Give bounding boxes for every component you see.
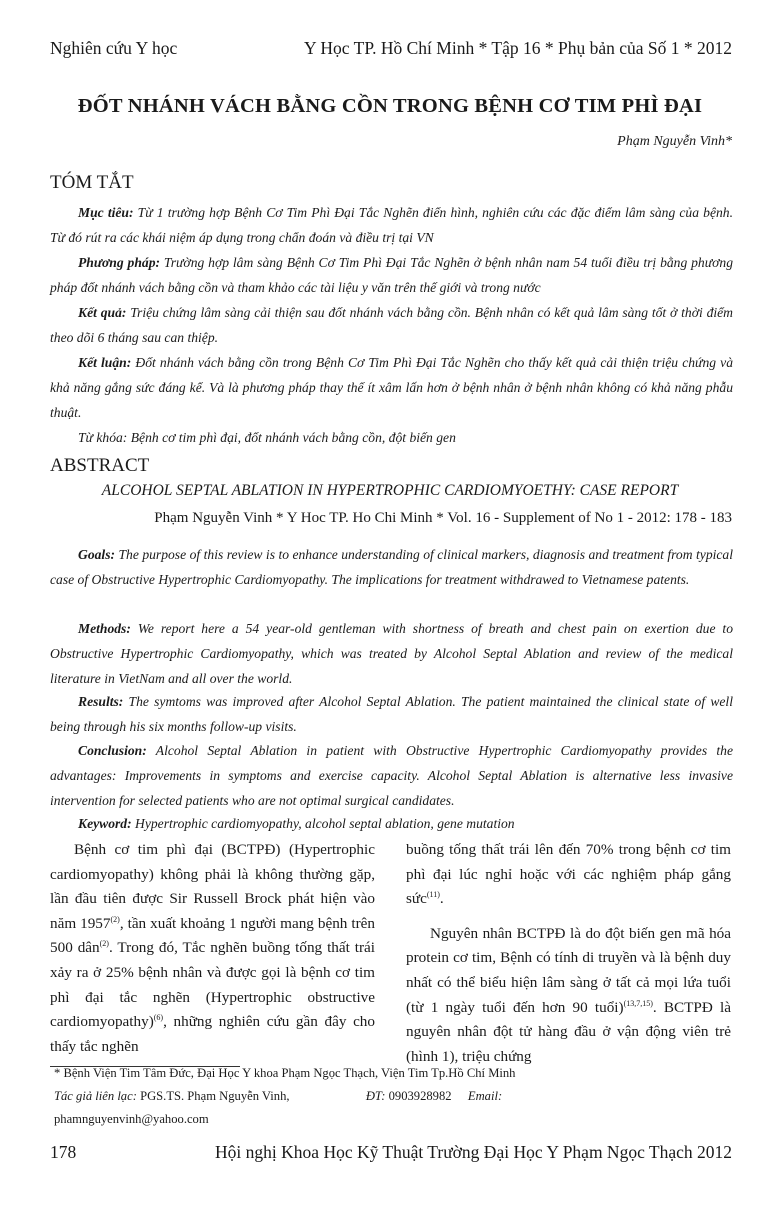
conclusion-vn-text: Đốt nhánh vách bằng cồn trong Bệnh Cơ Tim Phì Đại Tắc Nghẽn cho thấy kết quả cải thiện triệu chứng và khả năng gắng sức đáng kể. Và là phương pháp thay thế ít xâm lấn hơn ở bệnh nhân ở bệnh nhân không có khả năng phẫu thuật. <box>50 355 734 420</box>
abstract-keywords <box>50 812 733 837</box>
body-column-left <box>50 838 375 1059</box>
summary-objective <box>50 201 733 251</box>
conclusion-vn-label: Kết luận: <box>78 355 132 370</box>
running-header-left: Nghiên cứu Y học <box>50 38 178 58</box>
abstract-conclusion <box>50 739 733 813</box>
summary-results <box>50 301 733 351</box>
body-column-right <box>406 838 731 1069</box>
conference-footer: Hội nghị Khoa Học Kỹ Thuật Trường Đại Học Y Phạm Ngọc Thạch 2012 <box>215 1142 732 1162</box>
contact-name: PGS.TS. Phạm Nguyễn Vinh, <box>140 1089 290 1103</box>
summary-keywords <box>50 426 733 451</box>
goals-text: The purpose of this review is to enhance understanding of clinical markers, diagnosis and treatment from typical case of Obstructive Hypertrophic Cardiomyopathy. The implications for treatment withdrawed to Vietnamese patents. <box>50 547 733 587</box>
phone-number: 0903928982 <box>388 1089 452 1103</box>
citation-ref: (13,7,15) <box>623 998 653 1008</box>
methods-vn-label: Phương pháp: <box>78 255 161 270</box>
keywords-en-text: Hypertrophic cardiomyopathy, alcohol septal ablation, gene mutation <box>135 816 515 831</box>
body-paragraph <box>406 922 731 1070</box>
abstract-results <box>50 690 733 740</box>
footnote-affiliation: * Bệnh Viện Tim Tâm Đức, Đại Học Y khoa Phạm Ngọc Thạch, Viện Tim Tp.Hồ Chí Minh <box>54 1066 516 1080</box>
footnote-contact <box>54 1089 502 1104</box>
body-text: Nguyên nhân BCTPĐ là do đột biến gen mã hóa protein cơ tim, Bệnh có tính di truyền và là bệnh duy nhất có thể biểu hiện lâm sàng ở tất cả mọi lứa tuổi (từ 1 ngày tuổi đến hơn 90 tuổi) <box>406 924 731 1016</box>
abstract-goals <box>50 543 733 593</box>
article-title: ĐỐT NHÁNH VÁCH BẰNG CỒN TRONG BỆNH CƠ TIM PHÌ ĐẠI <box>77 95 703 117</box>
keywords-vn-text: Bệnh cơ tim phì đại, đốt nhánh vách bằng cồn, đột biến gen <box>130 430 456 445</box>
summary-conclusion <box>50 351 733 425</box>
citation-ref: (6) <box>153 1013 164 1023</box>
body-paragraph <box>50 838 375 1059</box>
summary-methods <box>50 251 733 301</box>
body-text: buồng tống thất trái lên đến 70% trong bệnh cơ tim phì đại lúc nghỉ hoặc với các nghiệm pháp gắng sức <box>406 841 731 908</box>
abstract-title: ALCOHOL SEPTAL ABLATION IN HYPERTROPHIC CARDIOMYOETHY: CASE REPORT <box>101 482 679 499</box>
contact-label: Tác giả liên lạc: <box>54 1089 137 1103</box>
abstract-heading: ABSTRACT <box>50 455 150 476</box>
methods-en-text: We report here a 54 year-old gentleman with shortness of breath and chest pain on exertion due to Obstructive Hypertrophic Cardiomyopathy, which was treated by Alcohol Septal Ablation and review of the medical literature in VietNam and all over the world. <box>50 621 734 686</box>
body-text: . BCTPĐ là nguyên nhân đột tử hàng đầu ở vận động viên trẻ (hình 1), triệu chứng <box>406 998 731 1065</box>
results-vn-label: Kết quả: <box>78 305 127 320</box>
abstract-citation: Phạm Nguyễn Vinh * Y Hoc TP. Ho Chi Minh * Vol. 16 - Supplement of No 1 - 2012: 178 - 183 <box>154 510 732 526</box>
body-text: . Trong đó, Tắc nghẽn buồng tống thất trái xảy ra ở 25% bệnh nhân và được gọi là bệnh cơ tim phì đại tắc nghẽn (Hypertrophic obstructive cardiomyopathy) <box>50 939 375 1031</box>
phone-label: ĐT: <box>365 1089 386 1103</box>
body-text: , tần xuất khoảng 1 người mang bệnh trên 500 dân <box>50 914 375 957</box>
citation-ref: (2) <box>110 914 120 924</box>
email-label: Email: <box>467 1089 503 1103</box>
results-vn-text: Triệu chứng lâm sàng cải thiện sau đốt nhánh vách bằng cồn. Bệnh nhân có kết quả lâm sàng tốt ở thời điểm theo dõi 6 tháng sau can thiệp. <box>50 305 733 345</box>
summary-heading: TÓM TẮT <box>50 172 134 193</box>
methods-en-label: Methods: <box>78 621 131 636</box>
body-text: , những nghiên cứu gần đây cho thấy tắc nghẽn <box>50 1013 375 1055</box>
footnote-email: phamnguyenvinh@yahoo.com <box>54 1112 209 1126</box>
abstract-methods <box>50 617 733 691</box>
page-number: 178 <box>50 1142 77 1162</box>
citation-ref: (2) <box>99 939 109 949</box>
methods-vn-text: Trường hợp lâm sàng Bệnh Cơ Tim Phì Đại Tắc Nghẽn ở bệnh nhân nam 54 tuổi điều trị bằng phương pháp đốt nhánh vách bằng cồn và tham khảo các tài liệu y văn trên thế giới và trong nước <box>50 255 733 295</box>
citation-ref: (11) <box>426 890 440 900</box>
body-text: Bệnh cơ tim phì đại (BCTPĐ) (Hypertrophic cardiomyopathy) không phải là không thường gặp, lần đầu tiên được Sir Russell Brock phát hiện vào năm 1957 <box>50 841 375 932</box>
goals-label: Goals: <box>78 547 116 562</box>
body-text: . <box>439 890 444 908</box>
keywords-vn-label: Từ khóa: <box>78 430 128 445</box>
results-en-text: The symtoms was improved after Alcohol Septal Ablation. The patient maintained the clinical state of well being through his six months follow-up visits. <box>50 694 733 734</box>
conclusion-en-text: Alcohol Septal Ablation in patient with Obstructive Hypertrophic Cardiomyopathy provides the advantages: Improvements in symptoms and exercise capacity. Alcohol Septal Ablation is alternative less invasive intervention for selected patients who are not optimal surgical candidates. <box>50 743 733 808</box>
conclusion-en-label: Conclusion: <box>78 743 147 758</box>
objective-text: Từ 1 trường hợp Bệnh Cơ Tim Phì Đại Tắc Nghẽn điển hình, nghiên cứu các đặc điểm lâm sàng của bệnh. Từ đó rút ra các khái niệm áp dụng trong chẩn đoán và điều trị tại VN <box>50 205 733 245</box>
running-header-right: Y Học TP. Hồ Chí Minh * Tập 16 * Phụ bản của Số 1 * 2012 <box>304 38 732 58</box>
objective-label: Mục tiêu: <box>78 205 134 220</box>
body-paragraph <box>406 838 731 912</box>
results-en-label: Results: <box>78 694 124 709</box>
author-name: Phạm Nguyễn Vinh* <box>617 134 732 149</box>
keywords-en-label: Keyword: <box>78 816 132 831</box>
